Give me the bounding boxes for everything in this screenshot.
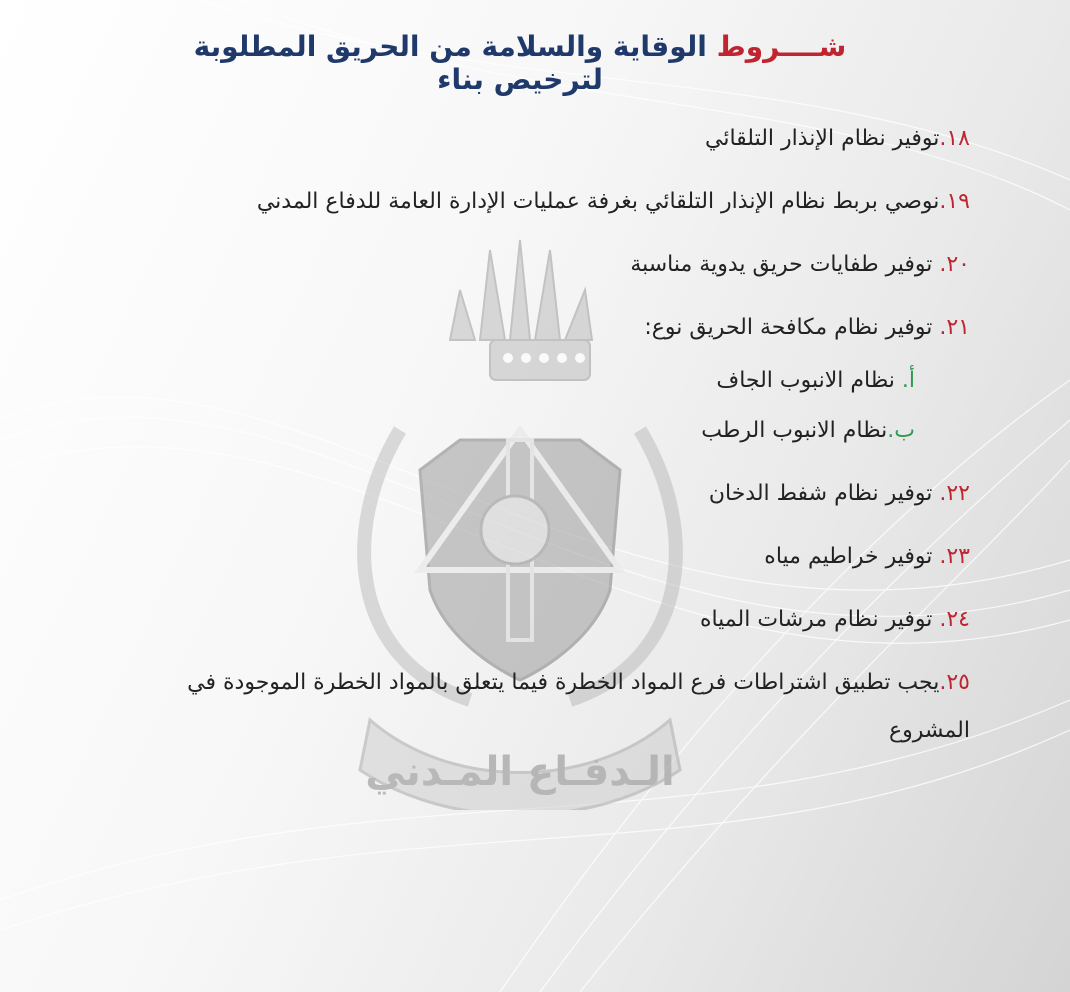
crown-shape [450, 240, 592, 380]
list-item [644, 315, 970, 340]
item-text: نوصي بربط نظام الإنذار التلقائي بغرفة عمليات الإدارة العامة للدفاع المدني [256, 189, 940, 214]
item-text: توفير نظام مرشات المياه [699, 607, 940, 632]
title-part-2: الوقاية والسلامة من الحريق المطلوبة لترخيص بناء [193, 30, 707, 96]
sub-item-text: نظام الانبوب الرطب [701, 418, 888, 443]
title-part-1: شــــروط [716, 30, 847, 63]
list-item [705, 126, 970, 151]
item-number: ٢٤. [939, 607, 970, 632]
emblem-text: الـدفـاع المـدني [365, 749, 675, 795]
item-text: توفير نظام مكافحة الحريق نوع: [644, 315, 940, 340]
list-item [257, 189, 970, 214]
item-number: ٢١. [939, 315, 970, 340]
list-item [709, 481, 970, 506]
item-text: توفير نظام الإنذار التلقائي [705, 126, 940, 151]
list-item [187, 670, 970, 695]
helmet-shape [481, 496, 549, 564]
sub-item-letter: ب. [887, 418, 915, 443]
sub-item-text: نظام الانبوب الجاف [716, 368, 902, 393]
list-item [700, 607, 970, 632]
sub-list-item [716, 368, 915, 393]
item-number: ١٩. [939, 189, 970, 214]
item-number: ٢٥. [939, 670, 970, 695]
item-text: يجب تطبيق اشتراطات فرع المواد الخطرة فيما يتعلق بالمواد الخطرة الموجودة في [187, 670, 940, 695]
item-text: توفير طفايات حريق يدوية مناسبة [630, 252, 940, 277]
item-text: توفير نظام شفط الدخان [708, 481, 940, 506]
item-number: ٢٢. [939, 481, 970, 506]
sub-list-item [701, 418, 915, 443]
sub-item-letter: أ. [901, 368, 915, 393]
list-item [764, 544, 970, 569]
list-item [630, 252, 970, 277]
item-number: ١٨. [939, 126, 970, 151]
item-text: توفير خراطيم مياه [764, 544, 940, 569]
item-continuation: المشروع [888, 718, 970, 743]
item-number: ٢٣. [939, 544, 970, 569]
page-title [150, 30, 890, 96]
item-number: ٢٠. [939, 252, 970, 277]
